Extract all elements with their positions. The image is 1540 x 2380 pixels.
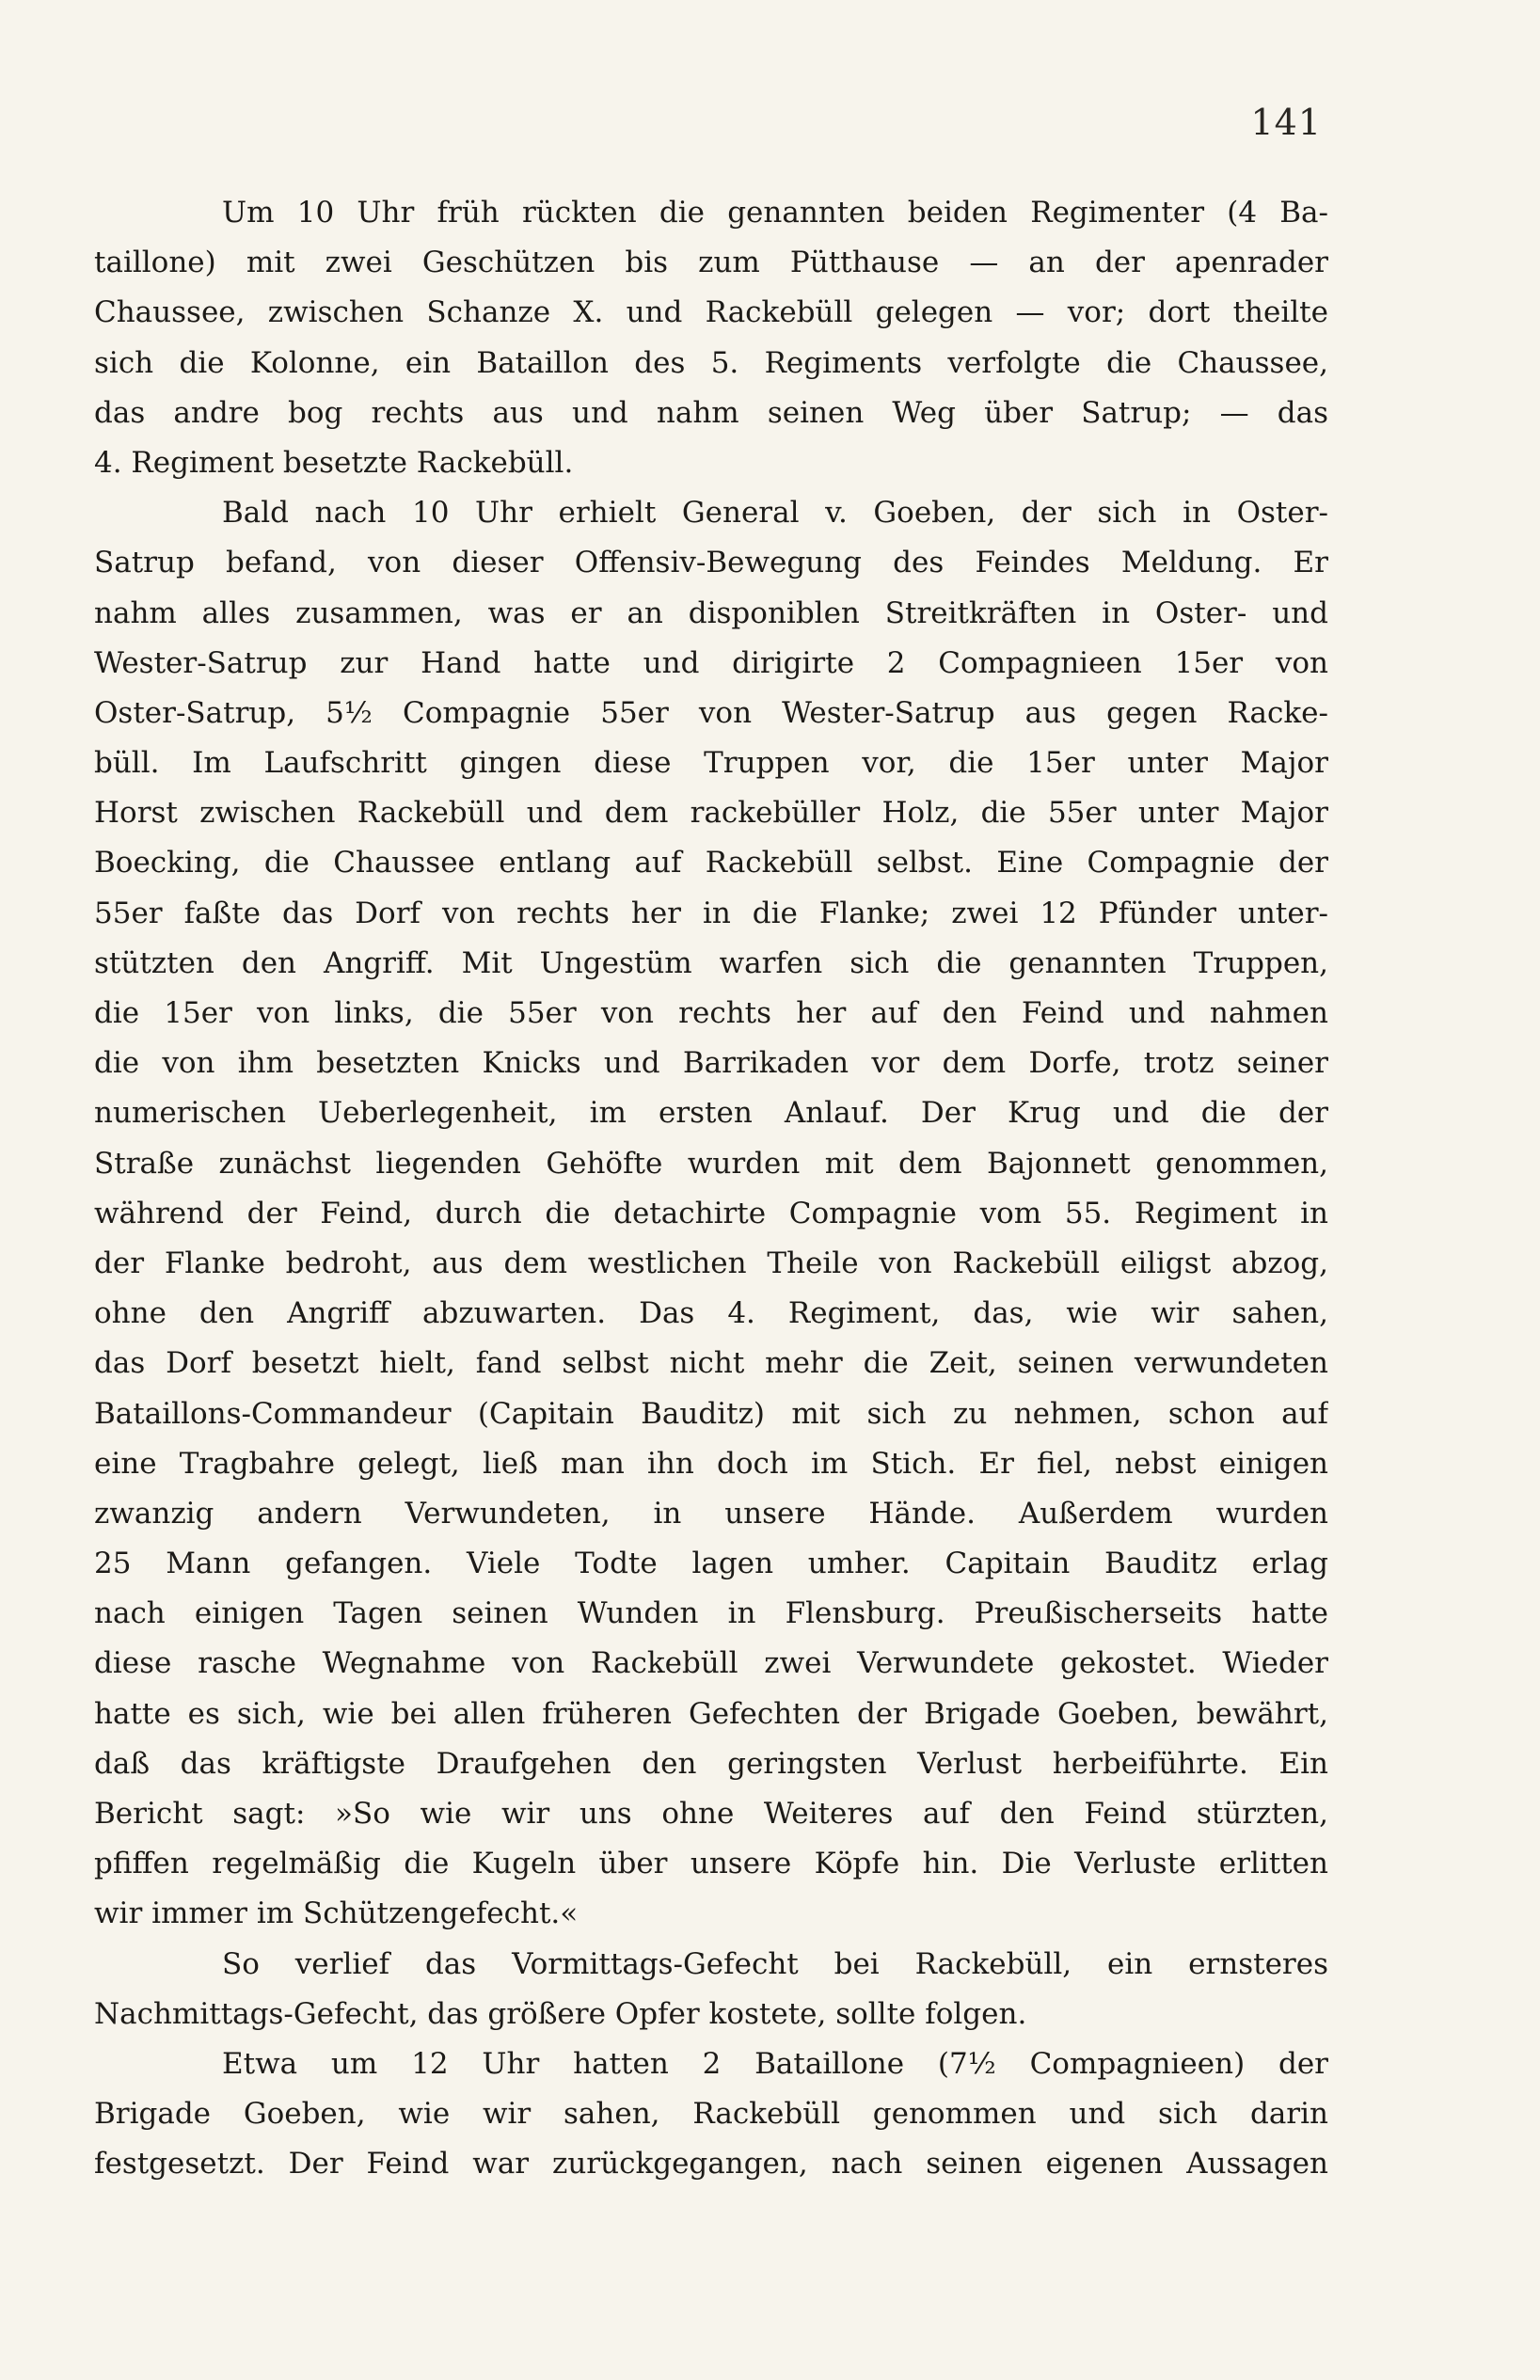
text-line: Um 10 Uhr früh rückten die genannten beiden Regimenter (4 Ba- — [222, 196, 1328, 230]
text-line: Boecking, die Chaussee entlang auf Rackebüll selbst. Eine Compagnie der — [94, 846, 1328, 881]
text-line: nahm alles zusammen, was er an disponiblen Streitkräften in Oster- und — [94, 595, 1328, 630]
text-line: So verlief das Vormittags-Gefecht bei Rackebüll, ein ernsteres — [222, 1946, 1328, 1981]
text-line: Bataillons-Commandeur (Capitain Bauditz) mit sich zu nehmen, schon auf — [94, 1396, 1328, 1431]
text-line: der Flanke bedroht, aus dem westlichen Theile von Rackebüll eiligst abzog, — [94, 1246, 1328, 1280]
text-line: die von ihm besetzten Knicks und Barrikaden vor dem Dorfe, trotz seiner — [94, 1046, 1328, 1081]
text-line: büll. Im Laufschritt gingen diese Truppen vor, die 15er unter Major — [94, 746, 1328, 781]
text-line: das andre bog rechts aus und nahm seinen Weg über Satrup; — das — [94, 395, 1328, 430]
text-line: daß das kräftigste Draufgehen den geringsten Verlust herbeiführte. Ein — [94, 1746, 1328, 1781]
paragraph-2 — [94, 488, 1328, 1939]
text-line: Oster-Satrup, 5½ Compagnie 55er von Wester-Satrup aus gegen Racke- — [94, 695, 1328, 730]
page-number: 141 — [1250, 102, 1322, 143]
text-line: Bericht sagt: »So wie wir uns ohne Weiteres auf den Feind stürzten, — [94, 1797, 1328, 1831]
text-line: Wester-Satrup zur Hand hatte und dirigirte 2 Compagnieen 15er von — [94, 645, 1328, 680]
text-line: sich die Kolonne, ein Bataillon des 5. Regiments verfolgte die Chaussee, — [94, 345, 1328, 380]
text-line: Horst zwischen Rackebüll und dem rackebüller Holz, die 55er unter Major — [94, 796, 1328, 831]
text-line: das Dorf besetzt hielt, fand selbst nicht mehr die Zeit, seinen verwundeten — [94, 1346, 1328, 1381]
text-line: nach einigen Tagen seinen Wunden in Flensburg. Preußischerseits hatte — [94, 1596, 1328, 1631]
text-line: festgesetzt. Der Feind war zurückgegangen, nach seinen eigenen Aussagen — [94, 2147, 1328, 2182]
text-line: 25 Mann gefangen. Viele Todte lagen umher. Capitain Bauditz erlag — [94, 1547, 1328, 1581]
text-line: Bald nach 10 Uhr erhielt General v. Goeben, der sich in Oster- — [222, 496, 1328, 531]
paragraph-4 — [94, 2039, 1328, 2190]
text-line: Satrup befand, von dieser Offensiv-Bewegung des Feindes Meldung. Er — [94, 546, 1328, 580]
text-line: 55er faßte das Dorf von rechts her in die Flanke; zwei 12 Pfünder unter- — [94, 896, 1328, 930]
text-line: 4. Regiment besetzte Rackebüll. — [94, 445, 574, 480]
text-line: die 15er von links, die 55er von rechts her auf den Feind und nahmen — [94, 996, 1328, 1030]
text-line: eine Tragbahre gelegt, ließ man ihn doch im Stich. Er fiel, nebst einigen — [94, 1446, 1328, 1481]
text-line: wir immer im Schützengefecht.« — [94, 1896, 579, 1931]
text-line: pfiffen regelmäßig die Kugeln über unsere Köpfe hin. Die Verluste erlitten — [94, 1847, 1328, 1881]
text-line: Nachmittags-Gefecht, das größere Opfer kostete, sollte folgen. — [94, 1996, 1027, 2031]
body-text — [94, 188, 1328, 2190]
paragraph-3 — [94, 1940, 1328, 2039]
text-line: Straße zunächst liegenden Gehöfte wurden mit dem Bajonnett genommen, — [94, 1146, 1328, 1181]
text-line: hatte es sich, wie bei allen früheren Gefechten der Brigade Goeben, bewährt, — [94, 1696, 1328, 1731]
text-line: zwanzig andern Verwundeten, in unsere Hände. Außerdem wurden — [94, 1496, 1328, 1531]
text-line: numerischen Ueberlegenheit, im ersten Anlauf. Der Krug und die der — [94, 1096, 1328, 1131]
text-line: Etwa um 12 Uhr hatten 2 Bataillone (7½ Compagnieen) der — [222, 2046, 1328, 2081]
text-line: ohne den Angriff abzuwarten. Das 4. Regiment, das, wie wir sahen, — [94, 1296, 1328, 1331]
text-line: diese rasche Wegnahme von Rackebüll zwei Verwundete gekostet. Wieder — [94, 1646, 1328, 1681]
text-line: Chaussee, zwischen Schanze X. und Rackebüll gelegen — vor; dort theilte — [94, 295, 1328, 330]
text-line: stützten den Angriff. Mit Ungestüm warfen sich die genannten Truppen, — [94, 945, 1328, 980]
paragraph-1 — [94, 188, 1328, 488]
text-line: Brigade Goeben, wie wir sahen, Rackebüll genommen und sich darin — [94, 2097, 1328, 2132]
text-line: taillone) mit zwei Geschützen bis zum Pütthause — an der apenrader — [94, 246, 1328, 280]
text-line: während der Feind, durch die detachirte Compagnie vom 55. Regiment in — [94, 1196, 1328, 1230]
